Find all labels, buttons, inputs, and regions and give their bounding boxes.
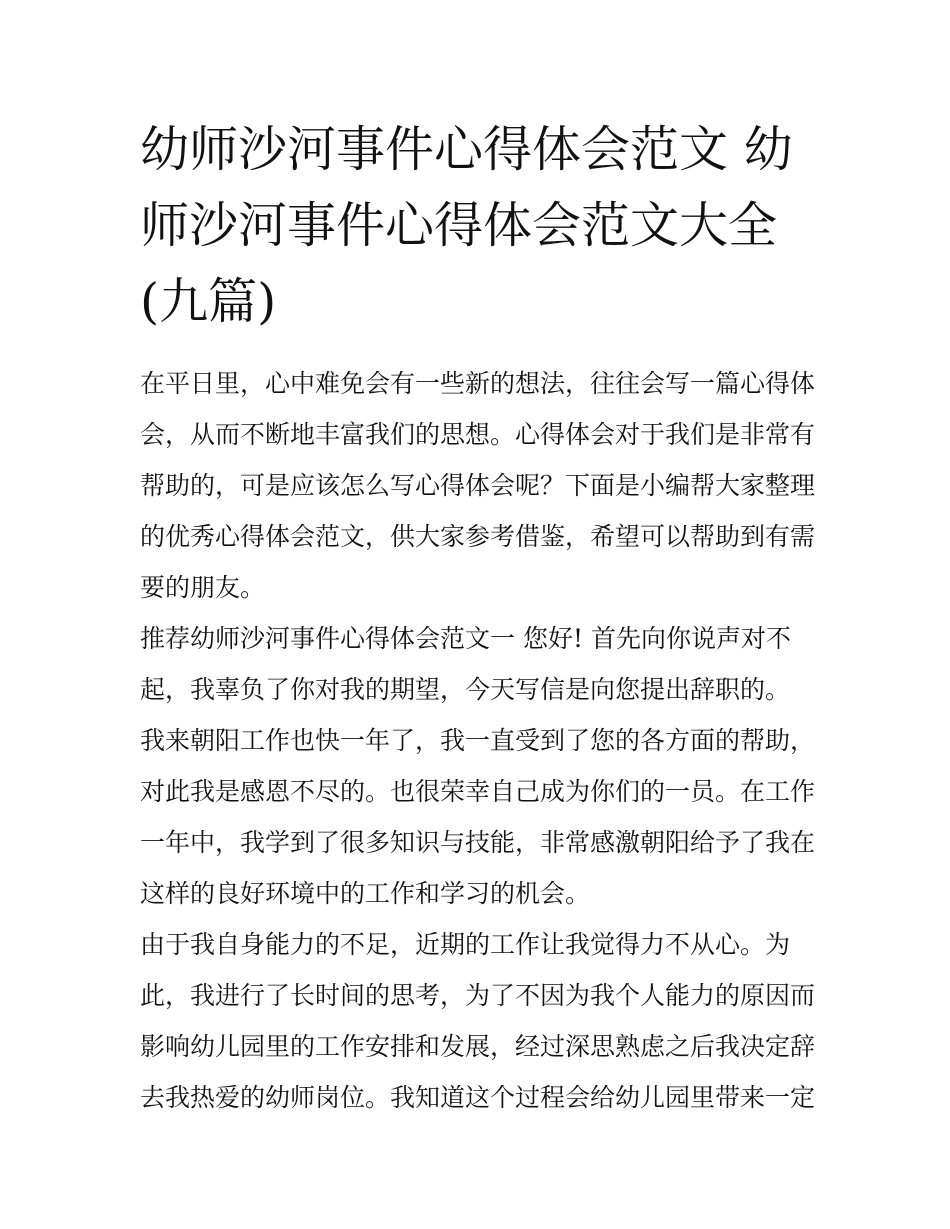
document-page	[140, 112, 815, 1123]
document-title: 幼师沙河事件心得体会范文 幼师沙河事件心得体会范文大全(九篇)	[140, 121, 793, 330]
paragraph-work-year: 我来朝阳工作也快一年了，我一直受到了您的各方面的帮助，对此我是感恩不尽的。也很荣幸自己成为你们的一员。在工作一年中，我学到了很多知识与技能，非常感激朝阳给予了我在这样的良好环境中的工作和学习的机会。	[140, 726, 816, 908]
paragraph-recommend-1: 推荐幼师沙河事件心得体会范文一 您好! 首先向你说声对不起，我辜负了你对我的期望，今天写信是向您提出辞职的。	[140, 624, 791, 704]
paragraph-resignation-reason: 由于我自身能力的不足，近期的工作让我觉得力不从心。为此，我进行了长时间的思考，为了不因为我个人能力的原因而影响幼儿园里的工作安排和发展，经过深思熟虑之后我决定辞去我热爱的幼师岗位。我知道这个过程会给幼儿园里带来一定	[140, 930, 816, 1112]
paragraph-intro: 在平日里，心中难免会有一些新的想法，往往会写一篇心得体会，从而不断地丰富我们的思想。心得体会对于我们是非常有帮助的，可是应该怎么写心得体会呢？下面是小编帮大家整理的优秀心得体会范文，供大家参考借鉴，希望可以帮助到有需要的朋友。	[140, 369, 816, 602]
